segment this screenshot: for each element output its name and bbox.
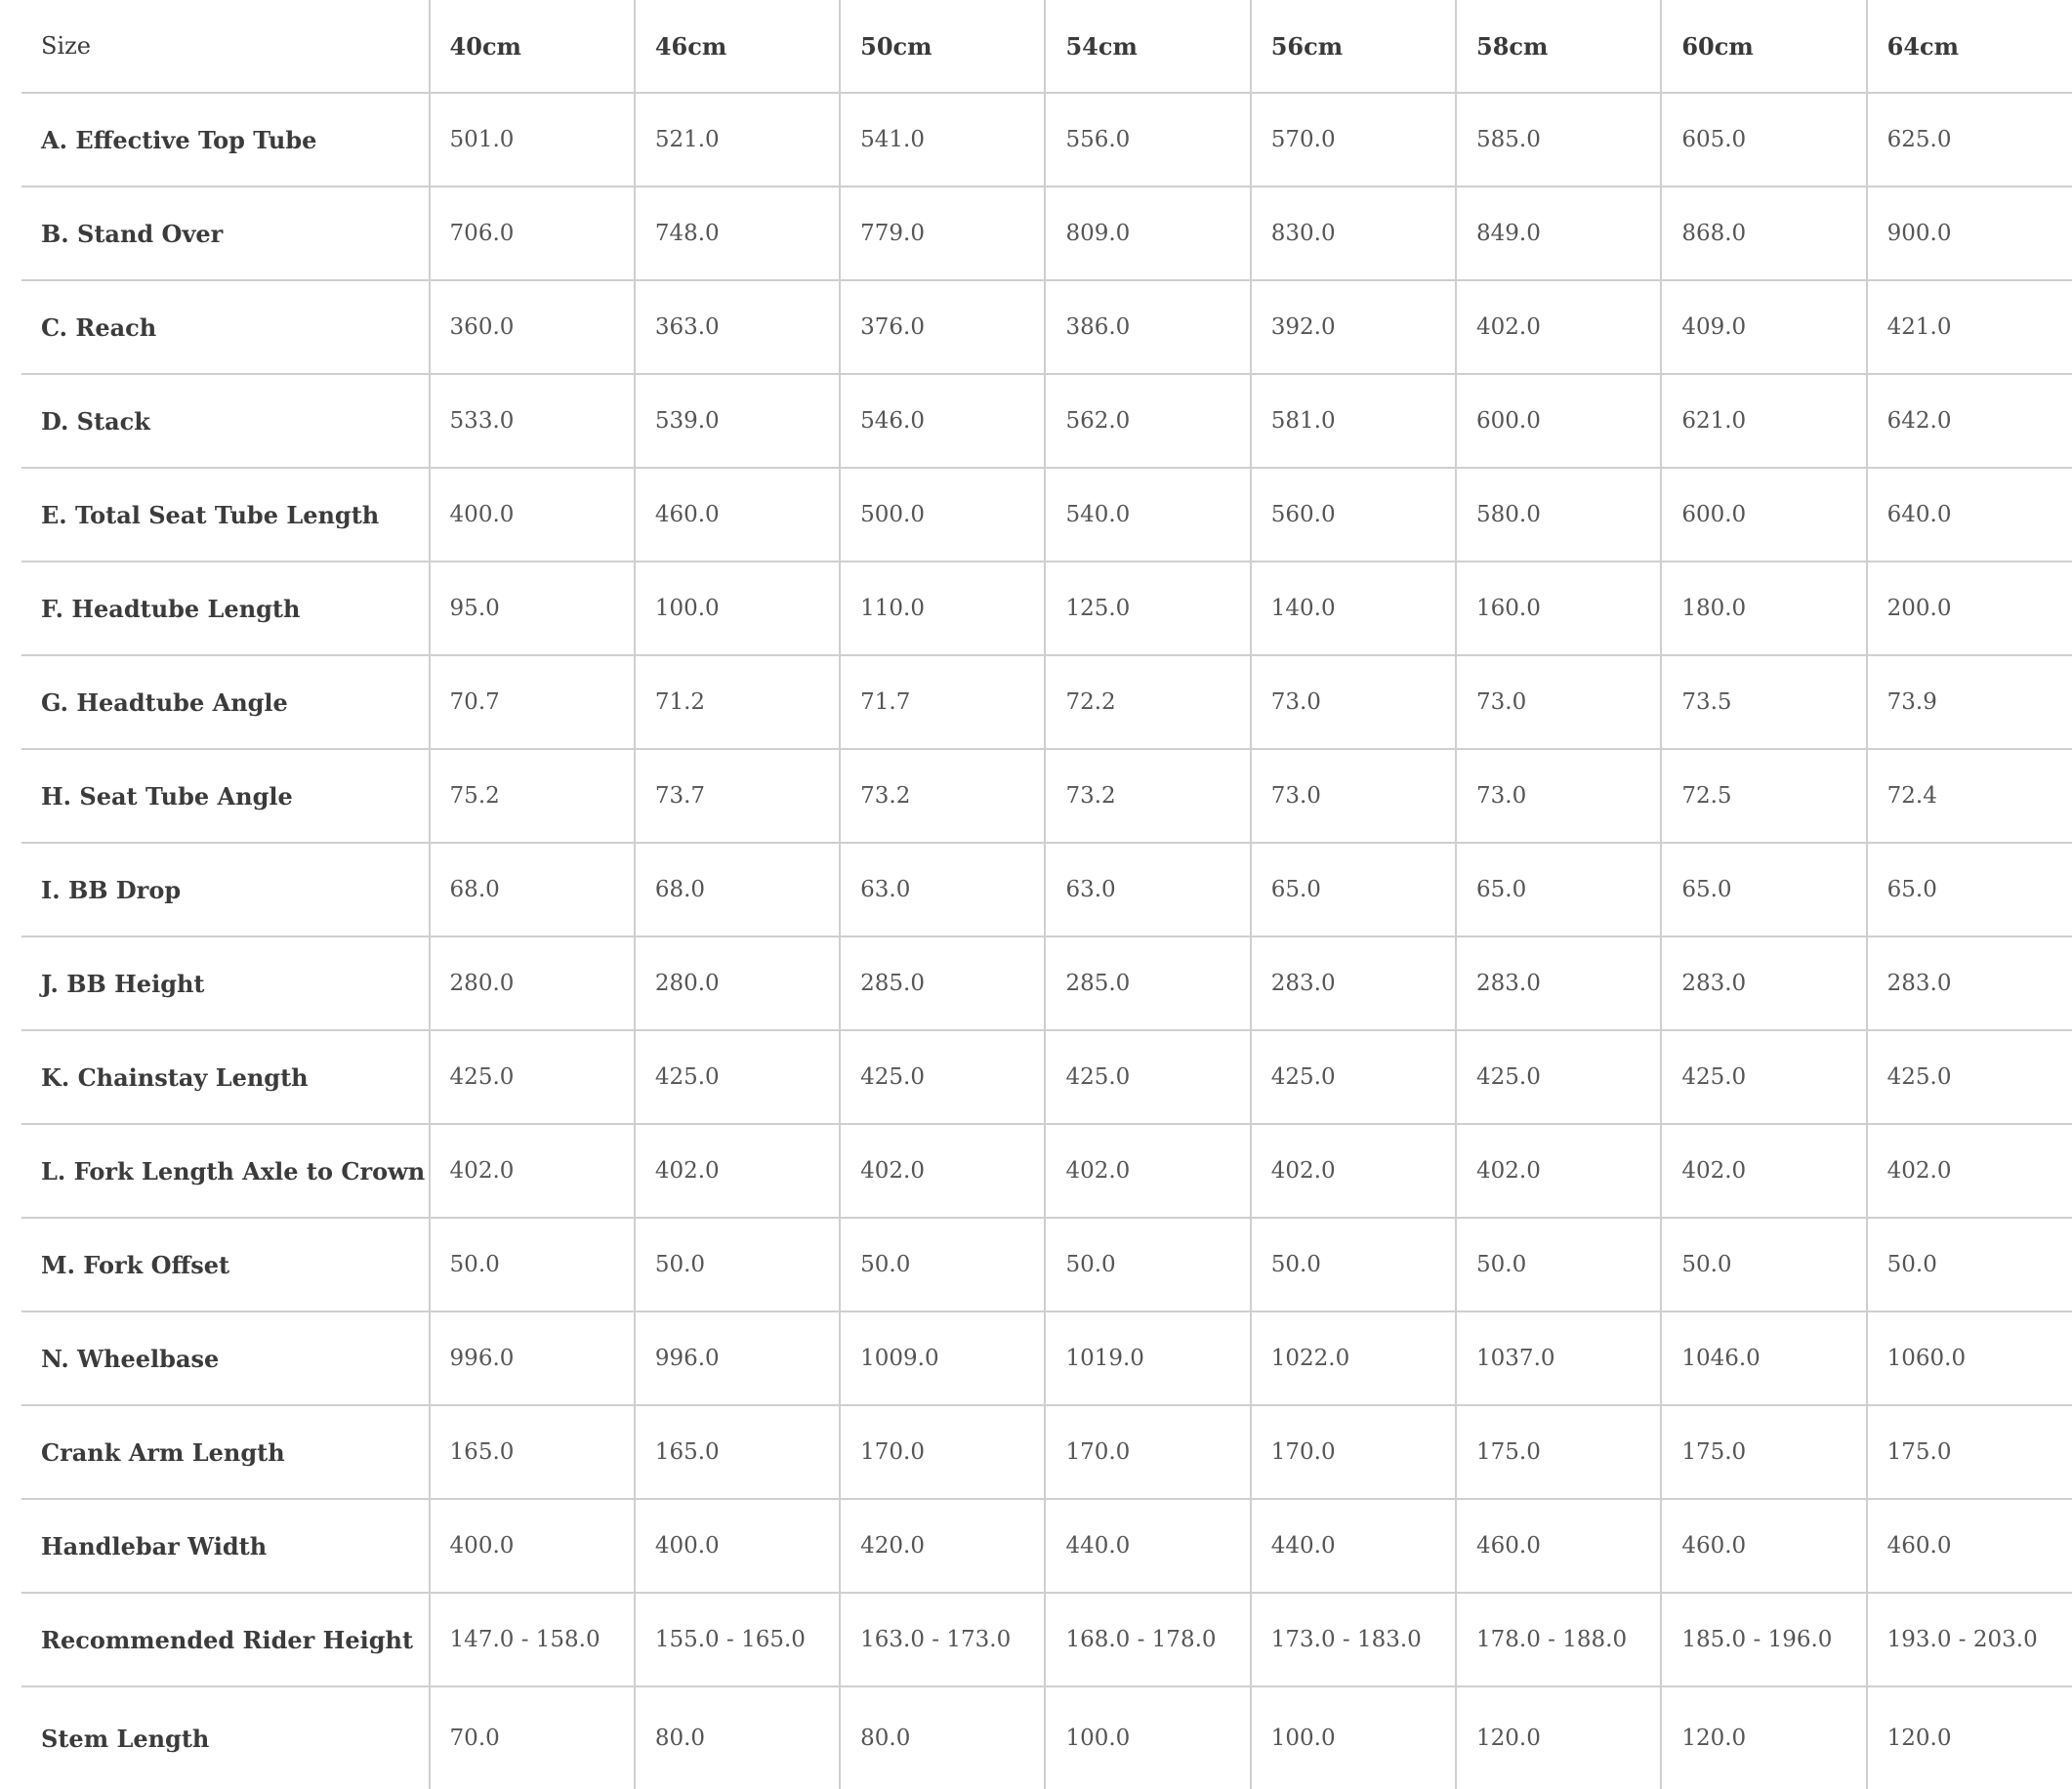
- table-row: [21, 1499, 2072, 1593]
- table-cell: 376.0: [840, 280, 1045, 374]
- row-label: G. Headtube Angle: [21, 655, 430, 749]
- table-cell: 541.0: [840, 93, 1045, 187]
- table-cell: 50.0: [840, 1218, 1045, 1311]
- table-cell: 581.0: [1251, 374, 1456, 468]
- header-row: [21, 0, 2072, 93]
- table-cell: 546.0: [840, 374, 1045, 468]
- table-cell: 285.0: [1045, 936, 1250, 1030]
- table-cell: 706.0: [430, 187, 635, 280]
- table-cell: 425.0: [1456, 1030, 1661, 1124]
- table-row: [21, 1405, 2072, 1499]
- table-cell: 100.0: [1251, 1686, 1456, 1789]
- table-row: [21, 655, 2072, 749]
- table-row: [21, 93, 2072, 187]
- table-cell: 386.0: [1045, 280, 1250, 374]
- table-cell: 500.0: [840, 468, 1045, 562]
- table-cell: 402.0: [1251, 1124, 1456, 1218]
- table-cell: 400.0: [635, 1499, 840, 1593]
- geometry-table: [21, 0, 2072, 1789]
- table-row: [21, 1593, 2072, 1686]
- table-cell: 170.0: [840, 1405, 1045, 1499]
- table-cell: 521.0: [635, 93, 840, 187]
- table-cell: 640.0: [1867, 468, 2072, 562]
- table-cell: 165.0: [635, 1405, 840, 1499]
- row-label: E. Total Seat Tube Length: [21, 468, 430, 562]
- table-cell: 100.0: [1045, 1686, 1250, 1789]
- row-label: J. BB Height: [21, 936, 430, 1030]
- table-cell: 160.0: [1456, 562, 1661, 655]
- size-column-header: 50cm: [840, 0, 1045, 93]
- table-cell: 120.0: [1867, 1686, 2072, 1789]
- row-label: N. Wheelbase: [21, 1311, 430, 1405]
- table-cell: 140.0: [1251, 562, 1456, 655]
- table-cell: 809.0: [1045, 187, 1250, 280]
- size-column-header: 54cm: [1045, 0, 1250, 93]
- table-cell: 180.0: [1661, 562, 1866, 655]
- table-row: [21, 843, 2072, 936]
- table-cell: 570.0: [1251, 93, 1456, 187]
- table-row: [21, 749, 2072, 843]
- table-row: [21, 280, 2072, 374]
- table-cell: 50.0: [1251, 1218, 1456, 1311]
- table-cell: 110.0: [840, 562, 1045, 655]
- table-row: [21, 936, 2072, 1030]
- table-cell: 580.0: [1456, 468, 1661, 562]
- row-label: Handlebar Width: [21, 1499, 430, 1593]
- table-cell: 425.0: [1251, 1030, 1456, 1124]
- table-cell: 73.0: [1456, 655, 1661, 749]
- table-cell: 460.0: [1456, 1499, 1661, 1593]
- table-cell: 283.0: [1661, 936, 1866, 1030]
- table-cell: 625.0: [1867, 93, 2072, 187]
- table-cell: 193.0 - 203.0: [1867, 1593, 2072, 1686]
- table-cell: 72.2: [1045, 655, 1250, 749]
- table-row: [21, 1218, 2072, 1311]
- table-cell: 402.0: [635, 1124, 840, 1218]
- table-cell: 50.0: [1045, 1218, 1250, 1311]
- table-cell: 283.0: [1251, 936, 1456, 1030]
- table-cell: 75.2: [430, 749, 635, 843]
- table-cell: 748.0: [635, 187, 840, 280]
- table-cell: 868.0: [1661, 187, 1866, 280]
- table-cell: 460.0: [1867, 1499, 2072, 1593]
- table-cell: 600.0: [1661, 468, 1866, 562]
- table-cell: 402.0: [1867, 1124, 2072, 1218]
- table-cell: 65.0: [1251, 843, 1456, 936]
- table-cell: 642.0: [1867, 374, 2072, 468]
- table-cell: 425.0: [430, 1030, 635, 1124]
- table-row: [21, 1311, 2072, 1405]
- geometry-table-container: [21, 0, 2038, 1765]
- table-cell: 779.0: [840, 187, 1045, 280]
- table-cell: 425.0: [1867, 1030, 2072, 1124]
- table-cell: 175.0: [1867, 1405, 2072, 1499]
- table-cell: 120.0: [1456, 1686, 1661, 1789]
- table-cell: 100.0: [635, 562, 840, 655]
- table-row: [21, 1686, 2072, 1789]
- row-label: K. Chainstay Length: [21, 1030, 430, 1124]
- table-cell: 540.0: [1045, 468, 1250, 562]
- table-cell: 63.0: [1045, 843, 1250, 936]
- table-cell: 996.0: [430, 1311, 635, 1405]
- table-cell: 125.0: [1045, 562, 1250, 655]
- table-cell: 539.0: [635, 374, 840, 468]
- table-cell: 562.0: [1045, 374, 1250, 468]
- table-cell: 585.0: [1456, 93, 1661, 187]
- table-cell: 425.0: [1661, 1030, 1866, 1124]
- table-cell: 50.0: [1867, 1218, 2072, 1311]
- table-cell: 73.0: [1456, 749, 1661, 843]
- table-row: [21, 1124, 2072, 1218]
- table-cell: 73.2: [840, 749, 1045, 843]
- table-cell: 600.0: [1456, 374, 1661, 468]
- table-cell: 73.5: [1661, 655, 1866, 749]
- size-column-header: 40cm: [430, 0, 635, 93]
- table-row: [21, 1030, 2072, 1124]
- table-cell: 440.0: [1251, 1499, 1456, 1593]
- row-label: M. Fork Offset: [21, 1218, 430, 1311]
- size-header: Size: [21, 0, 430, 93]
- table-cell: 73.2: [1045, 749, 1250, 843]
- table-cell: 50.0: [430, 1218, 635, 1311]
- table-cell: 147.0 - 158.0: [430, 1593, 635, 1686]
- table-cell: 280.0: [635, 936, 840, 1030]
- row-label: L. Fork Length Axle to Crown: [21, 1124, 430, 1218]
- table-cell: 80.0: [635, 1686, 840, 1789]
- table-cell: 283.0: [1456, 936, 1661, 1030]
- table-cell: 830.0: [1251, 187, 1456, 280]
- table-cell: 50.0: [635, 1218, 840, 1311]
- table-row: [21, 187, 2072, 280]
- table-cell: 65.0: [1867, 843, 2072, 936]
- table-cell: 73.0: [1251, 655, 1456, 749]
- size-column-header: 64cm: [1867, 0, 2072, 93]
- table-cell: 402.0: [1045, 1124, 1250, 1218]
- size-column-header: 56cm: [1251, 0, 1456, 93]
- table-cell: 440.0: [1045, 1499, 1250, 1593]
- table-cell: 50.0: [1456, 1218, 1661, 1311]
- row-label: B. Stand Over: [21, 187, 430, 280]
- table-cell: 95.0: [430, 562, 635, 655]
- table-cell: 65.0: [1456, 843, 1661, 936]
- table-cell: 178.0 - 188.0: [1456, 1593, 1661, 1686]
- table-cell: 175.0: [1456, 1405, 1661, 1499]
- row-label: I. BB Drop: [21, 843, 430, 936]
- table-cell: 425.0: [635, 1030, 840, 1124]
- table-cell: 70.7: [430, 655, 635, 749]
- table-cell: 605.0: [1661, 93, 1866, 187]
- table-cell: 363.0: [635, 280, 840, 374]
- table-cell: 73.7: [635, 749, 840, 843]
- table-cell: 409.0: [1661, 280, 1866, 374]
- size-column-header: 58cm: [1456, 0, 1661, 93]
- row-label: C. Reach: [21, 280, 430, 374]
- table-cell: 360.0: [430, 280, 635, 374]
- table-cell: 420.0: [840, 1499, 1045, 1593]
- row-label: Recommended Rider Height: [21, 1593, 430, 1686]
- table-row: [21, 562, 2072, 655]
- table-cell: 400.0: [430, 1499, 635, 1593]
- table-cell: 1009.0: [840, 1311, 1045, 1405]
- table-row: [21, 374, 2072, 468]
- table-cell: 1019.0: [1045, 1311, 1250, 1405]
- table-cell: 533.0: [430, 374, 635, 468]
- table-cell: 392.0: [1251, 280, 1456, 374]
- table-cell: 200.0: [1867, 562, 2072, 655]
- table-cell: 400.0: [430, 468, 635, 562]
- table-cell: 173.0 - 183.0: [1251, 1593, 1456, 1686]
- table-cell: 70.0: [430, 1686, 635, 1789]
- table-cell: 556.0: [1045, 93, 1250, 187]
- size-column-header: 60cm: [1661, 0, 1866, 93]
- table-cell: 996.0: [635, 1311, 840, 1405]
- table-cell: 402.0: [1661, 1124, 1866, 1218]
- row-label: H. Seat Tube Angle: [21, 749, 430, 843]
- table-cell: 425.0: [1045, 1030, 1250, 1124]
- table-cell: 50.0: [1661, 1218, 1866, 1311]
- row-label: D. Stack: [21, 374, 430, 468]
- table-cell: 1046.0: [1661, 1311, 1866, 1405]
- table-cell: 120.0: [1661, 1686, 1866, 1789]
- table-cell: 73.0: [1251, 749, 1456, 843]
- table-cell: 72.5: [1661, 749, 1866, 843]
- table-cell: 283.0: [1867, 936, 2072, 1030]
- table-cell: 71.2: [635, 655, 840, 749]
- table-cell: 402.0: [840, 1124, 1045, 1218]
- table-cell: 621.0: [1661, 374, 1866, 468]
- table-cell: 501.0: [430, 93, 635, 187]
- table-cell: 1037.0: [1456, 1311, 1661, 1405]
- table-cell: 175.0: [1661, 1405, 1866, 1499]
- row-label: A. Effective Top Tube: [21, 93, 430, 187]
- table-cell: 170.0: [1045, 1405, 1250, 1499]
- table-cell: 280.0: [430, 936, 635, 1030]
- table-cell: 68.0: [635, 843, 840, 936]
- table-cell: 168.0 - 178.0: [1045, 1593, 1250, 1686]
- row-label: Stem Length: [41, 1724, 210, 1753]
- table-cell: 285.0: [840, 936, 1045, 1030]
- size-column-header: 46cm: [635, 0, 840, 93]
- table-cell: 460.0: [1661, 1499, 1866, 1593]
- table-cell: 68.0: [430, 843, 635, 936]
- table-cell: 163.0 - 173.0: [840, 1593, 1045, 1686]
- table-cell: 1022.0: [1251, 1311, 1456, 1405]
- table-cell: 425.0: [840, 1030, 1045, 1124]
- table-cell: 165.0: [430, 1405, 635, 1499]
- table-cell: 900.0: [1867, 187, 2072, 280]
- table-cell: 421.0: [1867, 280, 2072, 374]
- table-cell: 402.0: [430, 1124, 635, 1218]
- table-row: [21, 468, 2072, 562]
- table-cell: 80.0: [840, 1686, 1045, 1789]
- table-cell: 849.0: [1456, 187, 1661, 280]
- table-cell: 460.0: [635, 468, 840, 562]
- table-cell: 63.0: [840, 843, 1045, 936]
- row-label: Crank Arm Length: [21, 1405, 430, 1499]
- table-cell: 560.0: [1251, 468, 1456, 562]
- table-cell: 185.0 - 196.0: [1661, 1593, 1866, 1686]
- table-cell: 71.7: [840, 655, 1045, 749]
- table-cell: 402.0: [1456, 1124, 1661, 1218]
- row-label: F. Headtube Length: [21, 562, 430, 655]
- table-cell: 170.0: [1251, 1405, 1456, 1499]
- table-cell: 155.0 - 165.0: [635, 1593, 840, 1686]
- table-body: [21, 93, 2072, 1789]
- table-cell: 65.0: [1661, 843, 1866, 936]
- table-cell: 73.9: [1867, 655, 2072, 749]
- table-cell: 402.0: [1456, 280, 1661, 374]
- table-cell: 72.4: [1867, 749, 2072, 843]
- table-cell: 1060.0: [1867, 1311, 2072, 1405]
